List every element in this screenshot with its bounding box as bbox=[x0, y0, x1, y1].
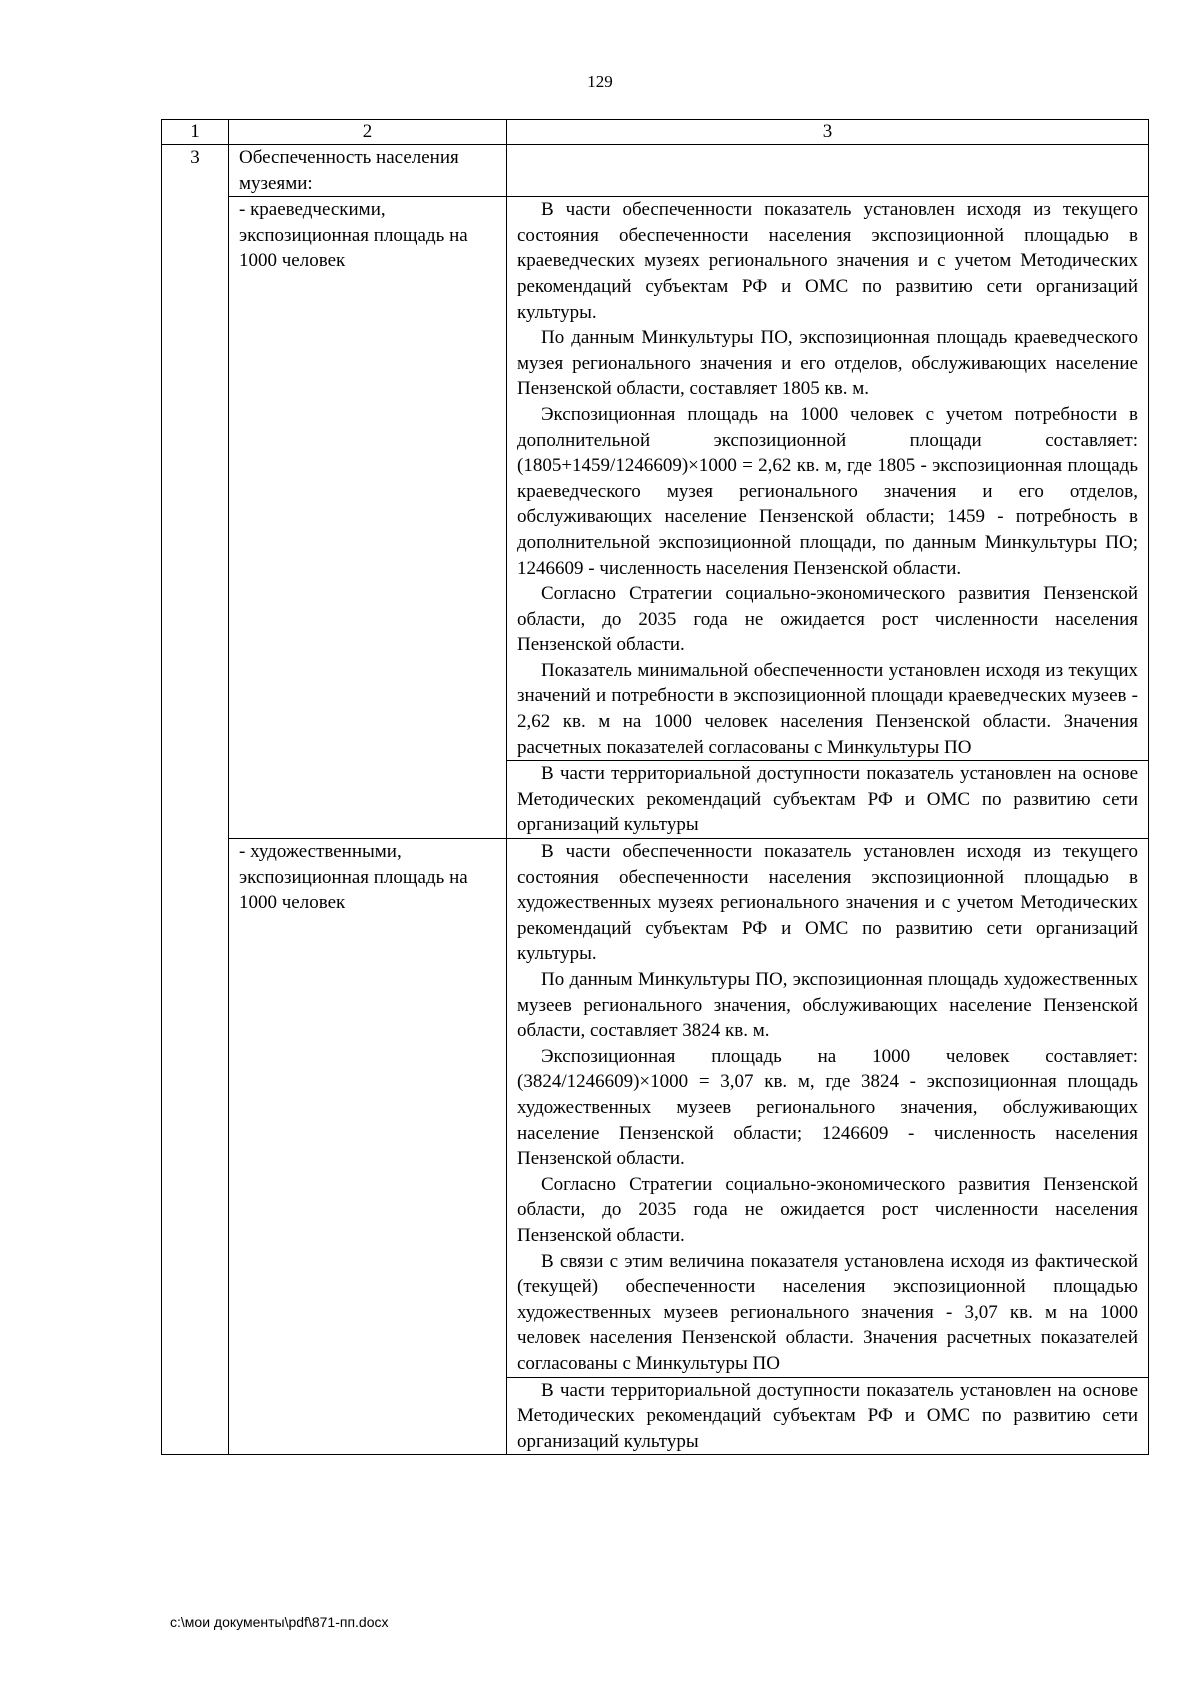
art-paragraph: В связи с этим величина показателя установлена исходя из фактической (текущей) обеспеченности населения экспозиционной площадью художественных музеев регионального значения - 3,07 кв. м на 1000 человек населения Пензенской области. Значения расчетных показателей согласованы с Минкультуры ПО bbox=[517, 1250, 1138, 1374]
local-history-paragraph: Показатель минимальной обеспеченности установлен исходя из текущих значений и потребности в экспозиционной площади краеведческих музеев - 2,62 кв. м на 1000 человек населения Пензенской области. Значения расчетных показателей согласованы с Минкультуры ПО bbox=[517, 659, 1138, 758]
art-label-cell bbox=[229, 839, 507, 1455]
local-history-paragraph: По данным Минкультуры ПО, экспозиционная площадь краеведческого музея регионального значения и его отделов, обслуживающих население Пензенской области, составляет 1805 кв. м. bbox=[517, 327, 1138, 400]
art-provision-row bbox=[162, 839, 1149, 1377]
art-accessibility-text: В части территориальной доступности показатель установлен на основе Методических рекомендаций субъектам РФ и ОМС по развитию сети организаций культуры bbox=[517, 1379, 1138, 1452]
art-label: - художественными, экспозиционная площадь на 1000 человек bbox=[239, 841, 468, 914]
art-paragraph: В части обеспеченности показатель установлен исходя из текущего состояния обеспеченности населения экспозиционной площадью в художественных музеях регионального значения и с учетом Методических рекомендаций субъектам РФ и ОМС по развитию сети организаций культуры. bbox=[517, 841, 1138, 965]
local-history-accessibility-cell bbox=[507, 761, 1149, 839]
local-history-paragraph: Согласно Стратегии социально-экономического развития Пензенской области, до 2035 года не ожидается рост численности населения Пензенской области. bbox=[517, 583, 1138, 656]
art-accessibility-cell bbox=[507, 1377, 1149, 1455]
local-history-label-cell bbox=[229, 197, 507, 839]
indicator-table bbox=[161, 119, 1149, 1455]
art-provision-cell bbox=[507, 839, 1149, 1377]
art-paragraph: Согласно Стратегии социально-экономического развития Пензенской области, до 2035 года не ожидается рост численности населения Пензенской области. bbox=[517, 1173, 1138, 1246]
section-title-text: Обеспеченность населения музеями: bbox=[239, 147, 459, 194]
section-title-empty-cell bbox=[507, 145, 1149, 197]
page-number: 129 bbox=[587, 72, 613, 91]
section-title bbox=[229, 145, 507, 197]
header-cell-3: 3 bbox=[507, 120, 1149, 145]
local-history-accessibility-text: В части территориальной доступности показатель установлен на основе Методических рекомендаций субъектам РФ и ОМС по развитию сети организаций культуры bbox=[517, 763, 1138, 836]
local-history-label: - краеведческими, экспозиционная площадь на 1000 человек bbox=[239, 199, 468, 272]
art-paragraph: Экспозиционная площадь на 1000 человек составляет: (3824/1246609)×1000 = 3,07 кв. м, где 3824 - экспозиционная площадь художественных музеев регионального значения, обслуживающих население Пензенской области; 1246609 - численность населения Пензенской области. bbox=[517, 1045, 1138, 1170]
local-history-provision-cell bbox=[507, 197, 1149, 761]
header-cell-1: 1 bbox=[162, 120, 229, 145]
local-history-provision-row bbox=[162, 197, 1149, 761]
local-history-paragraph: Экспозиционная площадь на 1000 человек с учетом потребности в дополнительной экспозиционной площади составляет: (1805+1459/1246609)×1000 = 2,62 кв. м, где 1805 - экспозиционная площадь краеведческого музея регионального значения и его отделов, обслуживающих население Пензенской области; 1459 - потребность в дополнительной экспозиционной площади, по данным Минкультуры ПО; 1246609 - численность населения Пензенской области. bbox=[517, 403, 1138, 579]
art-paragraph: По данным Минкультуры ПО, экспозиционная площадь художественных музеев регионального значения, обслуживающих население Пензенской области, составляет 3824 кв. м. bbox=[517, 969, 1138, 1042]
table-header-row bbox=[162, 120, 1149, 145]
local-history-paragraph: В части обеспеченности показатель установлен исходя из текущего состояния обеспеченности населения экспозиционной площадью в краеведческих музеях регионального значения и с учетом Методических рекомендаций субъектам РФ и ОМС по развитию сети организаций культуры. bbox=[517, 199, 1138, 323]
section-number: 3 bbox=[162, 145, 229, 1455]
header-cell-2: 2 bbox=[229, 120, 507, 145]
section-title-row bbox=[162, 145, 1149, 197]
footer-file-path: c:\мои документы\pdf\871-пп.docx bbox=[170, 1614, 389, 1630]
